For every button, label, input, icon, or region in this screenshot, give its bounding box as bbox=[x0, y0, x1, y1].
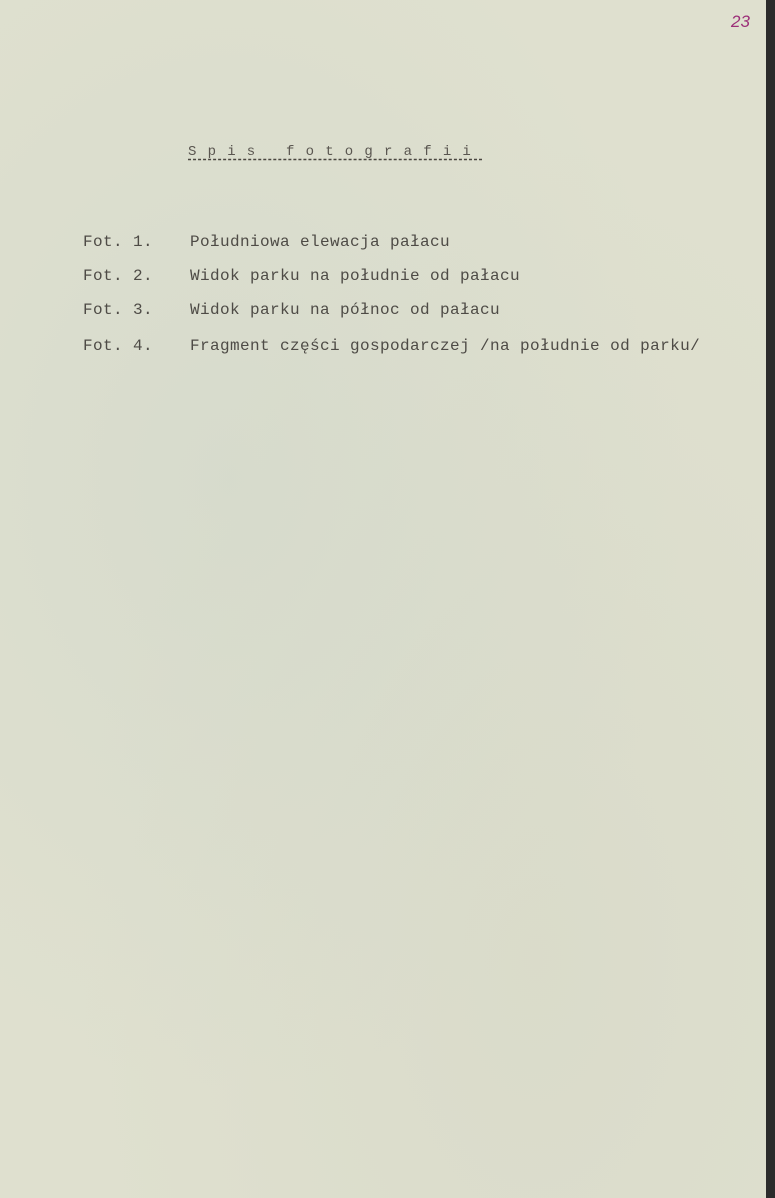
list-item bbox=[83, 301, 500, 319]
photo-label: Fot. 2. bbox=[83, 267, 154, 285]
photo-caption: Widok parku na północ od pałacu bbox=[190, 301, 501, 319]
photo-caption: Widok parku na południe od pałacu bbox=[190, 267, 521, 285]
photo-label: Fot. 4. bbox=[83, 337, 154, 355]
list-item bbox=[83, 337, 700, 355]
page-number: 23 bbox=[731, 12, 750, 31]
photo-label: Fot. 1. bbox=[83, 233, 154, 251]
list-item bbox=[83, 233, 450, 251]
photo-caption: Fragment części gospodarczej /na południe od parku/ bbox=[190, 337, 701, 355]
list-item bbox=[83, 267, 520, 285]
photo-label: Fot. 3. bbox=[83, 301, 154, 319]
photo-caption: Południowa elewacja pałacu bbox=[190, 233, 451, 251]
page-title: Spis fotografii bbox=[188, 144, 483, 160]
